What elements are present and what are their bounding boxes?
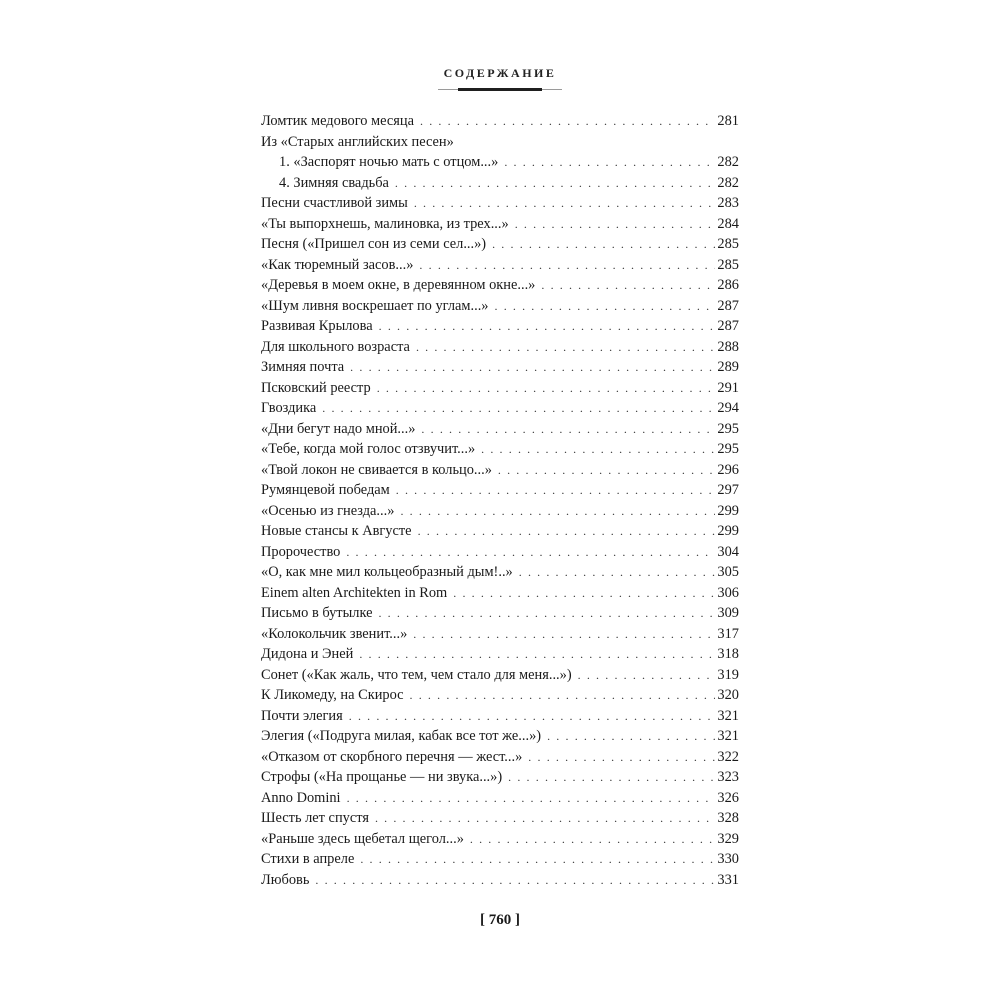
toc-entry-title: Строфы («На прощанье — ни звука...») xyxy=(261,769,503,785)
toc-entry-title: Любовь xyxy=(261,871,310,888)
dot-leader xyxy=(395,173,715,194)
dot-leader xyxy=(378,603,715,624)
toc-entry xyxy=(261,521,739,542)
toc-entry xyxy=(261,501,739,522)
toc-entry-title: Сонет («Как жаль, что тем, чем стало для меня...») xyxy=(261,666,572,683)
toc-entry-title: Шесть лет спустя xyxy=(261,810,369,826)
toc-entry xyxy=(261,849,739,870)
dot-leader xyxy=(322,398,715,419)
toc-entry-title: Псковский реестр xyxy=(261,379,371,396)
toc-entry-title: Письмо в бутылке xyxy=(261,605,373,621)
section-title: СОДЕРЖАНИЕ xyxy=(443,66,557,80)
dot-leader xyxy=(541,275,715,296)
dot-leader xyxy=(377,378,716,399)
toc-entry-title: «Раньше здесь щебетал щегол...» xyxy=(261,830,464,847)
toc-entry-title: «О, как мне мил кольцеобразный дым!..» xyxy=(261,564,513,580)
table-of-contents xyxy=(261,111,739,890)
page-number: [ 760 ] xyxy=(480,912,520,928)
toc-entry-page: 305 xyxy=(717,564,739,580)
toc-entry xyxy=(261,644,739,665)
dot-leader xyxy=(418,521,716,542)
toc-entry xyxy=(261,624,739,645)
toc-entry-title: 1. «Заспорят ночью мать с отцом...» xyxy=(279,154,499,170)
dot-leader xyxy=(508,767,715,788)
toc-entry-page: 285 xyxy=(717,236,739,252)
toc-entry-title: Новые стансы к Августе xyxy=(261,523,412,539)
toc-entry-page: 287 xyxy=(717,318,739,334)
dot-leader xyxy=(350,357,715,378)
dot-leader xyxy=(379,316,716,337)
toc-entry-title: «Тебе, когда мой голос отзвучит...» xyxy=(261,441,476,457)
toc-entry-page: 295 xyxy=(717,420,739,437)
toc-entry xyxy=(261,337,739,358)
toc-entry-title: Einem alten Architekten in Rom xyxy=(261,584,448,601)
toc-entry-title: К Ликомеду, на Скирос xyxy=(261,687,404,703)
toc-entry-title: «Твой локон не свивается в кольцо...» xyxy=(261,461,492,478)
toc-entry-page: 291 xyxy=(717,379,739,396)
toc-entry-title: Ломтик медового месяца xyxy=(261,113,415,129)
toc-entry-page: 294 xyxy=(717,400,739,416)
dot-leader xyxy=(419,255,715,276)
toc-entry-title: Из «Старых английских песен» xyxy=(261,133,454,150)
toc-entry-page: 299 xyxy=(717,502,739,519)
dot-leader xyxy=(346,542,715,563)
toc-entry-title: Румянцевой победам xyxy=(261,482,390,498)
toc-entry xyxy=(261,685,739,706)
dot-leader xyxy=(349,706,716,727)
toc-entry xyxy=(261,870,739,891)
toc-subentry xyxy=(261,173,739,194)
toc-entry xyxy=(261,808,739,829)
toc-entry xyxy=(261,255,739,276)
dot-leader xyxy=(359,644,715,665)
toc-entry xyxy=(261,829,739,850)
toc-entry-page: 282 xyxy=(717,174,739,191)
dot-leader xyxy=(481,439,715,460)
toc-entry xyxy=(261,747,739,768)
toc-entry-page: 306 xyxy=(717,584,739,601)
toc-entry xyxy=(261,296,739,317)
toc-entry-title: «Как тюремный засов...» xyxy=(261,256,414,273)
toc-entry-page: 322 xyxy=(717,748,739,765)
toc-entry xyxy=(261,788,739,809)
dot-leader xyxy=(470,829,716,850)
toc-entry-page: 321 xyxy=(717,728,739,744)
toc-entry-title: Anno Domini xyxy=(261,789,341,806)
toc-entry-title: Песни счастливой зимы xyxy=(261,195,408,211)
toc-entry-title: Дидона и Эней xyxy=(261,646,354,662)
toc-entry xyxy=(261,583,739,604)
toc-entry-page: 282 xyxy=(717,154,739,170)
dot-leader xyxy=(578,665,716,686)
toc-entry-title: Развивая Крылова xyxy=(261,318,373,334)
toc-entry-title: 4. Зимняя свадьба xyxy=(279,174,389,191)
toc-entry-page: 296 xyxy=(717,461,739,478)
toc-entry-page: 318 xyxy=(717,646,739,662)
toc-entry xyxy=(261,562,739,583)
toc-entry-page: 317 xyxy=(717,625,739,642)
toc-entry-page: 284 xyxy=(717,215,739,232)
toc-entry-title: «Отказом от скорбного перечня — жест...» xyxy=(261,748,523,765)
dot-leader xyxy=(347,788,716,809)
toc-entry-page: 326 xyxy=(717,789,739,806)
dot-leader xyxy=(360,849,715,870)
toc-entry-title: Для школьного возраста xyxy=(261,338,410,355)
header-divider xyxy=(438,89,562,90)
toc-entry xyxy=(261,111,739,132)
toc-entry-page: 287 xyxy=(717,297,739,314)
toc-entry xyxy=(261,193,739,214)
toc-entry-page: 329 xyxy=(717,830,739,847)
toc-entry-title: Зимняя почта xyxy=(261,359,345,375)
toc-entry-title: «Ты выпорхнешь, малиновка, из трех...» xyxy=(261,215,509,232)
toc-entry xyxy=(261,767,739,788)
toc-entry-title: Песня («Пришел сон из семи сел...») xyxy=(261,236,487,252)
toc-entry-page: 285 xyxy=(717,256,739,273)
toc-entry-title: «Дни бегут надо мной...» xyxy=(261,420,416,437)
toc-entry xyxy=(261,419,739,440)
dot-leader xyxy=(492,234,715,255)
toc-entry xyxy=(261,542,739,563)
dot-leader xyxy=(410,685,716,706)
toc-entry-page: 297 xyxy=(717,482,739,498)
toc-entry xyxy=(261,214,739,235)
toc-entry xyxy=(261,132,739,153)
dot-leader xyxy=(413,624,715,645)
toc-entry xyxy=(261,378,739,399)
toc-entry-title: Гвоздика xyxy=(261,400,317,416)
dot-leader xyxy=(453,583,715,604)
dot-leader xyxy=(498,460,716,481)
dot-leader xyxy=(414,193,716,214)
dot-leader xyxy=(400,501,715,522)
toc-entry xyxy=(261,275,739,296)
toc-entry xyxy=(261,726,739,747)
toc-entry xyxy=(261,316,739,337)
toc-entry-page: 283 xyxy=(717,195,739,211)
toc-entry-title: Элегия («Подруга милая, кабак все тот же...») xyxy=(261,728,542,744)
dot-leader xyxy=(396,480,716,501)
toc-entry-page: 323 xyxy=(717,769,739,785)
toc-entry xyxy=(261,460,739,481)
toc-entry-title: «Осенью из гнезда...» xyxy=(261,502,395,519)
toc-entry-page: 288 xyxy=(717,338,739,355)
toc-entry-page: 321 xyxy=(717,707,739,724)
toc-entry xyxy=(261,357,739,378)
dot-leader xyxy=(375,808,715,829)
toc-entry-page: 328 xyxy=(717,810,739,826)
toc-entry-title: «Деревья в моем окне, в деревянном окне...» xyxy=(261,277,536,293)
toc-entry xyxy=(261,480,739,501)
toc-entry-page: 281 xyxy=(717,113,739,129)
header-divider-accent xyxy=(458,88,542,91)
toc-entry-page: 299 xyxy=(717,523,739,539)
dot-leader xyxy=(515,214,716,235)
toc-subentry xyxy=(261,152,739,173)
dot-leader xyxy=(495,296,716,317)
toc-entry-title: Почти элегия xyxy=(261,707,343,724)
toc-entry-page: 330 xyxy=(717,851,739,867)
toc-entry-title: «Колокольчик звенит...» xyxy=(261,625,408,642)
toc-entry-page: 331 xyxy=(717,871,739,888)
toc-entry-title: Пророчество xyxy=(261,543,341,560)
toc-entry-page: 289 xyxy=(717,359,739,375)
toc-entry xyxy=(261,706,739,727)
toc-entry xyxy=(261,439,739,460)
toc-entry xyxy=(261,398,739,419)
dot-leader xyxy=(315,870,715,891)
toc-entry-page: 304 xyxy=(717,543,739,560)
toc-entry-page: 295 xyxy=(717,441,739,457)
dot-leader xyxy=(519,562,716,583)
dot-leader xyxy=(420,111,715,132)
dot-leader xyxy=(528,747,715,768)
toc-entry xyxy=(261,234,739,255)
toc-entry-title: Стихи в апреле xyxy=(261,851,355,867)
dot-leader xyxy=(547,726,715,747)
page-header xyxy=(0,66,1000,90)
toc-entry-page: 320 xyxy=(717,687,739,703)
toc-entry-title: «Шум ливня воскрешает по углам...» xyxy=(261,297,489,314)
dot-leader xyxy=(416,337,715,358)
toc-entry-page: 286 xyxy=(717,277,739,293)
toc-entry-page: 319 xyxy=(717,666,739,683)
dot-leader xyxy=(421,419,715,440)
dot-leader xyxy=(504,152,715,173)
toc-entry xyxy=(261,665,739,686)
toc-entry xyxy=(261,603,739,624)
toc-entry-page: 309 xyxy=(717,605,739,621)
